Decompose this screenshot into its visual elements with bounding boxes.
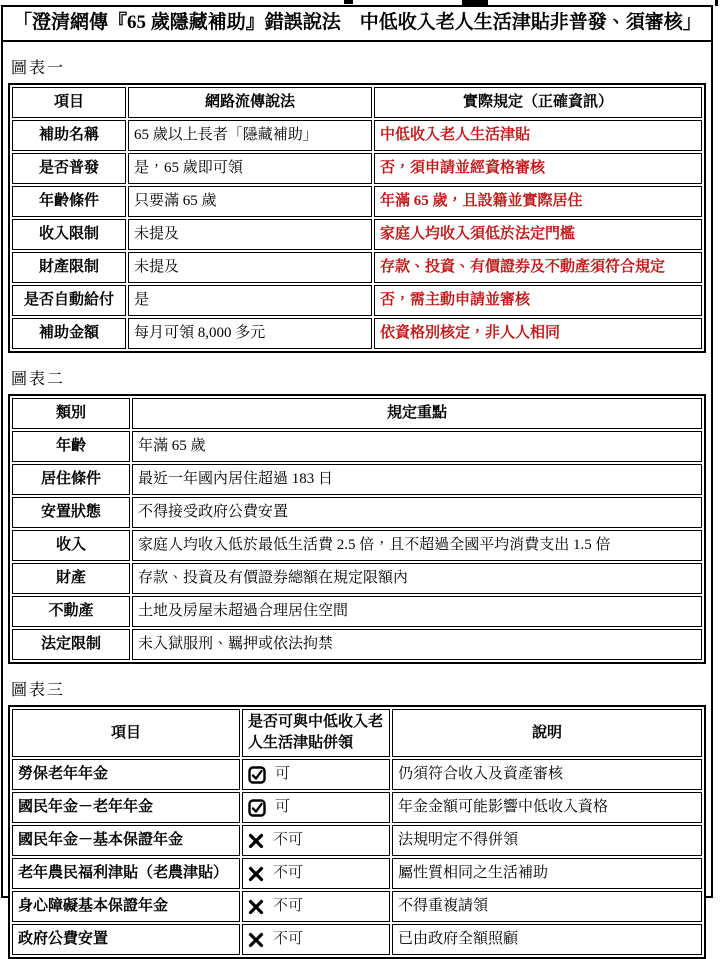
- category-cell: 安置狀態: [12, 497, 130, 528]
- category-cell: 財產: [12, 563, 130, 594]
- claim-cell: 未提及: [128, 219, 372, 250]
- fact-cell: 年滿 65 歲，且設籍並實際居住: [374, 186, 702, 217]
- header-cell-note: 說明: [392, 709, 702, 757]
- table-row: [12, 252, 702, 283]
- table-row: [12, 858, 702, 889]
- detail-cell: 家庭人均收入低於最低生活費 2.5 倍，且不超過全國平均消費支出 1.5 倍: [132, 530, 702, 561]
- figure1-comparison-table: [8, 83, 706, 353]
- check-box-icon: [248, 799, 266, 817]
- fact-cell: 家庭人均收入須低於法定門檻: [374, 219, 702, 250]
- header-cell-fact: 實際規定（正確資訊）: [374, 87, 702, 118]
- detail-cell: 最近一年國內居住超過 183 日: [132, 464, 702, 495]
- detail-cell: 存款、投資及有價證券總額在規定限額內: [132, 563, 702, 594]
- eligibility-cell: [242, 858, 390, 889]
- item-cell: 補助名稱: [12, 120, 126, 151]
- claim-cell: 65 歲以上長者「隱藏補助」: [128, 120, 372, 151]
- header-cell-detail: 規定重點: [132, 398, 702, 429]
- table-row: [12, 759, 702, 790]
- table-row: [12, 318, 702, 349]
- table-row: [12, 530, 702, 561]
- eligibility-cell: [242, 825, 390, 856]
- table-row: [12, 792, 702, 823]
- detail-cell: 土地及房屋未超過合理居住空間: [132, 596, 702, 627]
- category-cell: 法定限制: [12, 629, 130, 660]
- eligibility-label: 不可: [273, 865, 304, 881]
- table-row: [12, 464, 702, 495]
- item-cell: 年齡條件: [12, 186, 126, 217]
- table-row: [12, 186, 702, 217]
- claim-cell: 是，65 歲即可領: [128, 153, 372, 184]
- eligibility-cell: [242, 924, 390, 955]
- table-row: [12, 153, 702, 184]
- claim-cell: 每月可領 8,000 多元: [128, 318, 372, 349]
- header-cell-eligibility: 是否可與中低收入老人生活津貼併領: [242, 709, 390, 757]
- note-cell: 仍須符合收入及資產審核: [392, 759, 702, 790]
- x-mark-icon: [248, 899, 264, 915]
- category-cell: 收入: [12, 530, 130, 561]
- item-cell: 補助金額: [12, 318, 126, 349]
- benefit-cell: 老年農民福利津貼（老農津貼）: [12, 858, 240, 889]
- table-row: [12, 629, 702, 660]
- eligibility-label: 不可: [273, 832, 304, 848]
- table-row: [12, 497, 702, 528]
- claim-cell: 只要滿 65 歲: [128, 186, 372, 217]
- eligibility-cell: [242, 891, 390, 922]
- table-header-row: [12, 709, 702, 757]
- claim-cell: 未提及: [128, 252, 372, 283]
- table-header-row: [12, 398, 702, 429]
- note-cell: 已由政府全額照顧: [392, 924, 702, 955]
- table-row: [12, 596, 702, 627]
- figure2-label: 圖表二: [11, 371, 66, 388]
- fact-cell: 否，須申請並經資格審核: [374, 153, 702, 184]
- category-cell: 年齡: [12, 431, 130, 462]
- figure3-label: 圖表三: [11, 682, 66, 699]
- detail-cell: 年滿 65 歲: [132, 431, 702, 462]
- table-row: [12, 120, 702, 151]
- note-cell: 屬性質相同之生活補助: [392, 858, 702, 889]
- figure2-criteria-table: [8, 394, 706, 664]
- note-cell: 年金金額可能影響中低收入資格: [392, 792, 702, 823]
- fact-cell: 依資格別核定，非人人相同: [374, 318, 702, 349]
- table-row: [12, 563, 702, 594]
- header-cell-item: 項目: [12, 87, 126, 118]
- document-title: 「澄清網傳『65 歲隱藏補助』錯誤說法 中低收入老人生活津貼非普發、須審核」: [3, 7, 711, 42]
- cropped-content-artifact: [344, 0, 353, 4]
- table-header-row: [12, 87, 702, 118]
- table-row: [12, 924, 702, 955]
- fact-cell: 中低收入老人生活津貼: [374, 120, 702, 151]
- benefit-cell: 勞保老年年金: [12, 759, 240, 790]
- eligibility-label: 可: [275, 799, 291, 815]
- eligibility-label: 不可: [273, 931, 304, 947]
- table-row: [12, 825, 702, 856]
- table-row: [12, 891, 702, 922]
- figure3-concurrent-benefits-table: [8, 705, 706, 959]
- benefit-cell: 政府公費安置: [12, 924, 240, 955]
- category-cell: 不動產: [12, 596, 130, 627]
- table-row: [12, 431, 702, 462]
- header-cell-item: 項目: [12, 709, 240, 757]
- eligibility-cell: [242, 759, 390, 790]
- claim-cell: 是: [128, 285, 372, 316]
- note-cell: 法規明定不得併領: [392, 825, 702, 856]
- document-page: [1, 5, 713, 947]
- figure1-label: 圖表一: [11, 60, 66, 77]
- table-row: [12, 219, 702, 250]
- eligibility-label: 不可: [273, 898, 304, 914]
- x-mark-icon: [248, 866, 264, 882]
- item-cell: 是否自動給付: [12, 285, 126, 316]
- fact-cell: 存款、投資、有價證券及不動產須符合規定: [374, 252, 702, 283]
- document-body: [3, 55, 711, 959]
- eligibility-cell: [242, 792, 390, 823]
- item-cell: 是否普發: [12, 153, 126, 184]
- item-cell: 收入限制: [12, 219, 126, 250]
- benefit-cell: 國民年金－基本保證年金: [12, 825, 240, 856]
- detail-cell: 不得接受政府公費安置: [132, 497, 702, 528]
- item-cell: 財產限制: [12, 252, 126, 283]
- header-cell-category: 類別: [12, 398, 130, 429]
- table-row: [12, 285, 702, 316]
- category-cell: 居住條件: [12, 464, 130, 495]
- fact-cell: 否，需主動申請並審核: [374, 285, 702, 316]
- note-cell: 不得重複請領: [392, 891, 702, 922]
- detail-cell: 未入獄服刑、羈押或依法拘禁: [132, 629, 702, 660]
- benefit-cell: 國民年金－老年年金: [12, 792, 240, 823]
- check-box-icon: [248, 766, 266, 784]
- x-mark-icon: [248, 932, 264, 948]
- x-mark-icon: [248, 833, 264, 849]
- eligibility-label: 可: [275, 766, 291, 782]
- benefit-cell: 身心障礙基本保證年金: [12, 891, 240, 922]
- header-cell-claim: 網路流傳說法: [128, 87, 372, 118]
- cropped-content-artifact: [715, 0, 718, 6]
